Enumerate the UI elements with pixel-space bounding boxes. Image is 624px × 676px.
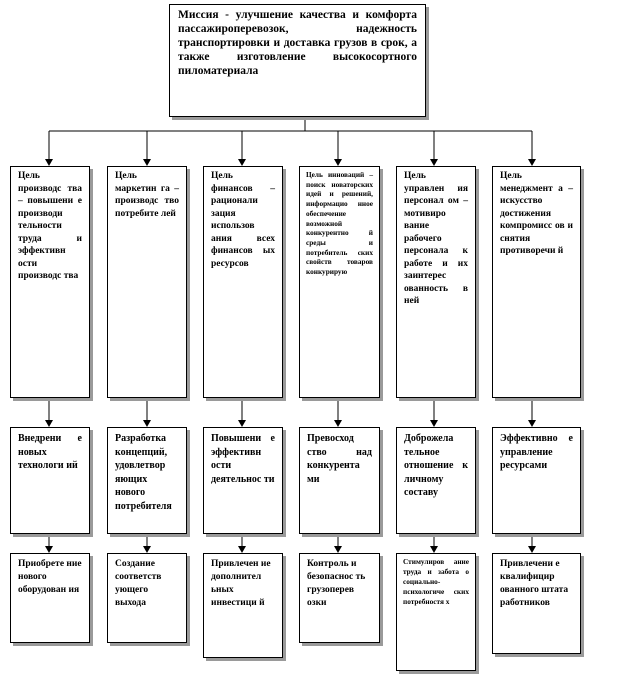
goal-production: Цель производс тва – повышени е производи тельности труда и эффективн ости производс тва (10, 166, 90, 398)
task-efficiency: Повышени е эффективн ости деятельнос ти (203, 427, 283, 534)
goal-management: Цель менеджмент а – искусство достижения компромисс ов и снятия противоречи й (492, 166, 581, 398)
action-cargo-safety: Контроль и безопаснос ть грузоперев озки (299, 553, 380, 643)
task-resource-management: Эффективно е управление ресурсами (492, 427, 581, 534)
goal-marketing: Цель маркетин га – производс тво потребите лей (107, 166, 187, 398)
action-investments: Привлечен ие дополнител ьных инвестици й (203, 553, 283, 658)
goal-innovation: Цель инноваций – поиск новаторских идей и решений, информацио нное обеспечение возможной конкурентно й среды и потребитель ских свойств товаров конкурирую (299, 166, 380, 398)
task-staff-attitude: Доброжела тельное отношение к личному составу (396, 427, 476, 534)
goal-finance: Цель финансов – рационали зация использов ания всех финансов ых ресурсов (203, 166, 283, 398)
action-stimulation: Стимулиров ание труда и забота о социально-психологиче ских потребностя х (396, 553, 476, 671)
task-concepts: Разработка концепций, удовлетвор яющих нового потребителя (107, 427, 187, 534)
task-superiority: Превосход ство над конкурента ми (299, 427, 380, 534)
task-new-technologies: Внедрени е новых технологи ий (10, 427, 90, 534)
action-qualified-staff: Привлечени е квалифицир ованного штата работников (492, 553, 581, 654)
action-output: Создание соответств ующего выхода (107, 553, 187, 643)
goal-personnel: Цель управлен ия персонал ом – мотивиро вание рабочего персонала к работе и их заинтерес ованность в ней (396, 166, 476, 398)
mission-box: Миссия - улучшение качества и комфорта пассажироперевозок, надежность транспортировки и доставка грузов в срок, а также изготовление высокосортного пиломатериала (169, 4, 426, 117)
action-equipment: Приобрете ние нового оборудован ия (10, 553, 90, 643)
